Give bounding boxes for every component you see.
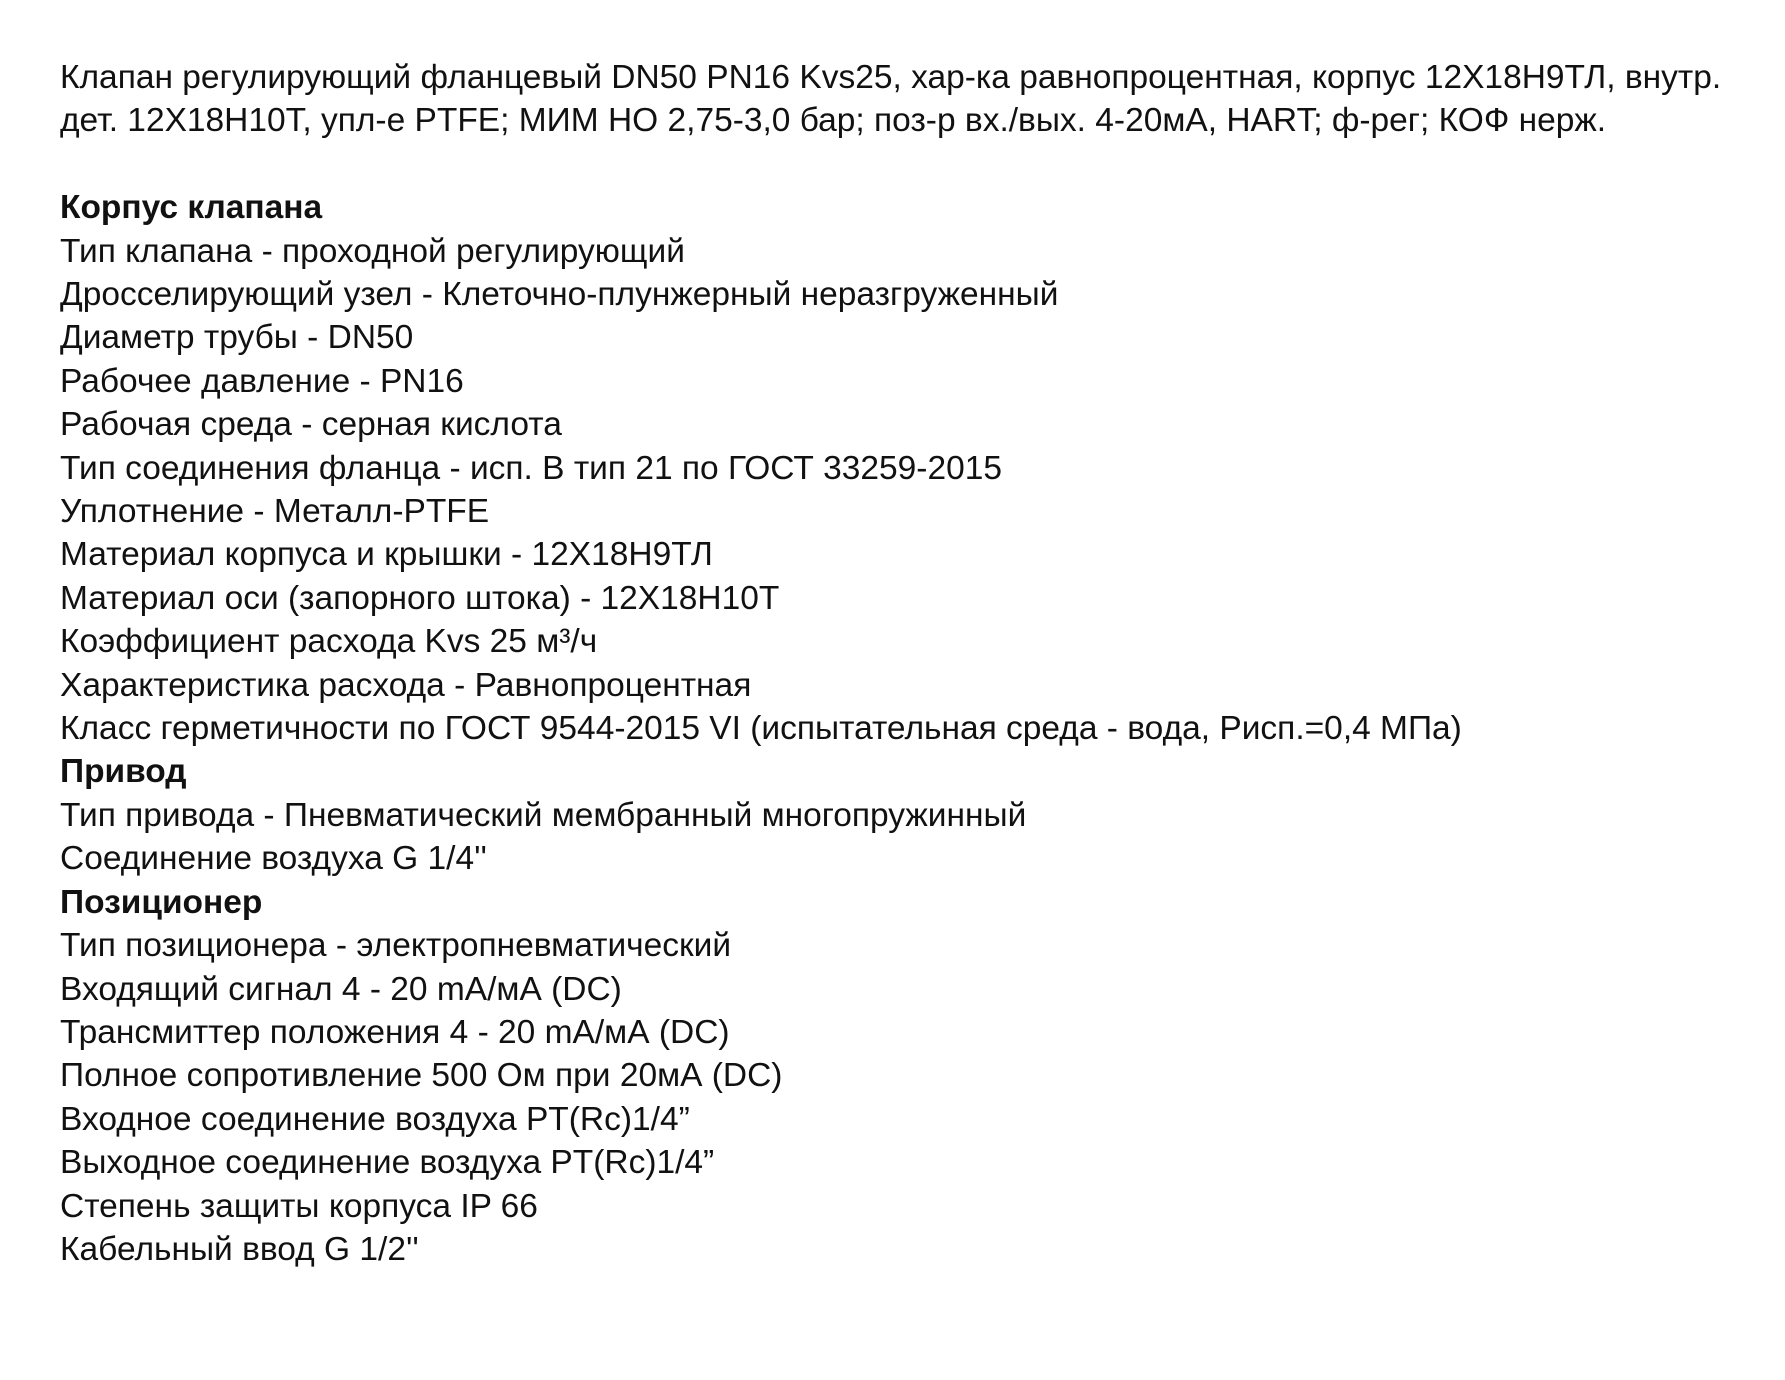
section-valve-body [60,186,1750,750]
spec-line: Кабельный ввод G 1/2'' [60,1230,419,1268]
section-title-valve-body: Корпус клапана [60,189,323,227]
spec-line: Уплотнение - Металл-PTFE [60,493,490,531]
section-title-actuator: Привод [60,753,187,791]
spec-line: Коэффициент расхода Kvs 25 м³/ч [60,623,598,661]
spec-line: Соединение воздуха G 1/4'' [60,840,487,878]
spec-line: Полное сопротивление 500 Ом при 20мА (DC) [60,1057,783,1095]
spec-line: Тип клапана - проходной регулирующий [60,232,685,270]
spec-line: Входящий сигнал 4 - 20 mA/мА (DC) [60,970,622,1008]
spec-line: Материал корпуса и крышки - 12Х18Н9ТЛ [60,536,713,574]
section-actuator [60,750,1750,880]
spec-line: Материал оси (запорного штока) - 12Х18Н10Т [60,579,780,617]
spec-line: Рабочая среда - серная кислота [60,406,562,444]
spec-line: Рабочее давление - PN16 [60,362,464,400]
spec-line: Диаметр трубы - DN50 [60,319,414,357]
spec-line: Тип привода - Пневматический мембранный многопружинный [60,796,1027,834]
spec-line: Класс герметичности по ГОСТ 9544-2015 VI (испытательная среда - вода, Рисп.=0,4 МПа) [60,710,1462,748]
spec-line: Тип позиционера - электропневматический [60,927,732,965]
spec-line: Трансмиттер положения 4 - 20 mA/мА (DC) [60,1013,730,1051]
spec-line: Выходное соединение воздуха PT(Rc)1/4” [60,1144,715,1182]
spec-line: Степень защиты корпуса IP 66 [60,1187,538,1225]
section-positioner [60,881,1750,1272]
spec-line: Дросселирующий узел - Клеточно-плунжерный неразгруженный [60,276,1059,314]
spec-line: Тип соединения фланца - исп. В тип 21 по ГОСТ 33259-2015 [60,449,1002,487]
paragraph-spacer [60,143,1750,186]
product-description: Клапан регулирующий фланцевый DN50 PN16 Kvs25, хар-ка равнопроцентная, корпус 12Х18Н9ТЛ, внутр. дет. 12Х18Н10Т, упл-е PTFE; МИМ НО 2,75-3,0 бар; поз-р вх./вых. 4-20мА, HART; ф-рег; КОФ нерж. [60,59,1722,140]
spec-document [60,56,1750,1271]
section-title-positioner: Позиционер [60,883,263,921]
spec-line: Входное соединение воздуха PT(Rc)1/4” [60,1100,690,1138]
spec-line: Характеристика расхода - Равнопроцентная [60,666,752,704]
